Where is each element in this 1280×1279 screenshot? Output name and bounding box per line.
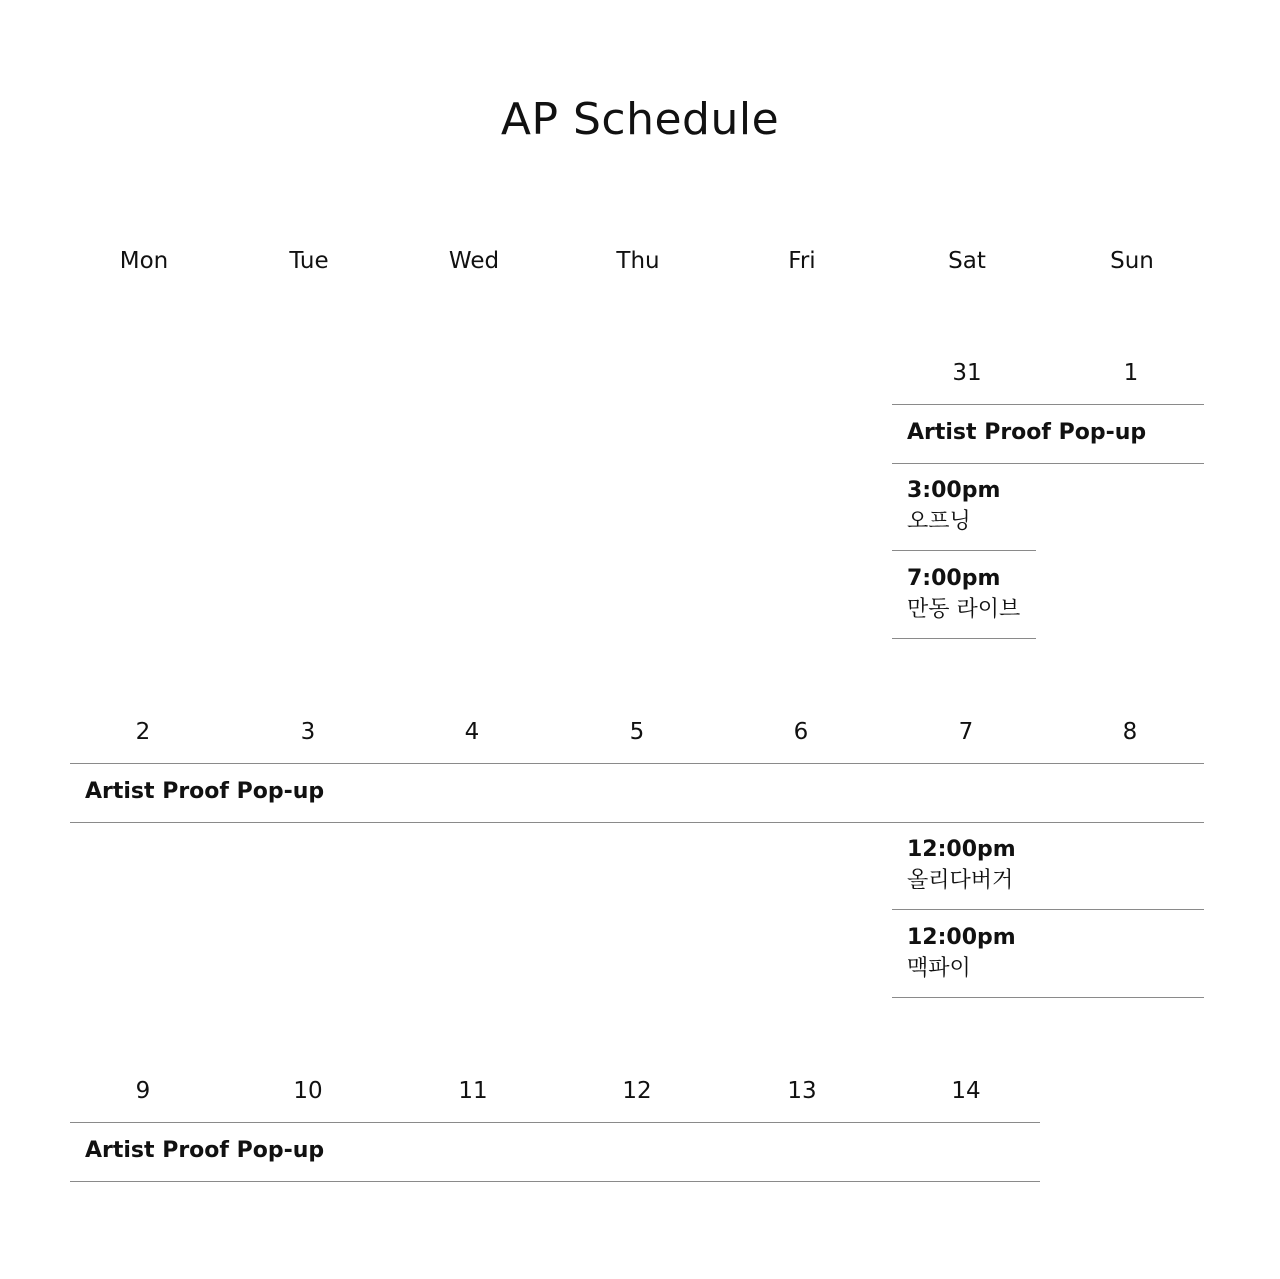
weekday-mon: Mon — [119, 248, 169, 274]
event-banner[interactable]: Artist Proof Pop-up — [85, 1138, 325, 1163]
date-cell[interactable]: 31 — [952, 360, 982, 386]
divider — [892, 638, 1036, 639]
date-cell[interactable]: 7 — [958, 719, 974, 745]
weekday-sun: Sun — [1110, 248, 1154, 274]
weekday-wed: Wed — [448, 248, 500, 274]
weekday-tue: Tue — [289, 248, 329, 274]
divider — [70, 763, 1204, 764]
date-cell[interactable]: 11 — [458, 1078, 488, 1104]
divider — [70, 822, 1204, 823]
divider — [892, 404, 1204, 405]
date-cell[interactable]: 5 — [629, 719, 645, 745]
event-time: 3:00pm — [907, 478, 1001, 503]
divider — [70, 1181, 1040, 1182]
date-cell[interactable]: 10 — [293, 1078, 323, 1104]
event-banner[interactable]: Artist Proof Pop-up — [907, 420, 1147, 445]
event-name: 올리다버거 — [907, 868, 1014, 893]
date-cell[interactable]: 13 — [787, 1078, 817, 1104]
date-cell[interactable]: 1 — [1123, 360, 1139, 386]
date-cell[interactable]: 3 — [300, 719, 316, 745]
event-name: 맥파이 — [907, 956, 971, 981]
date-cell[interactable]: 6 — [793, 719, 809, 745]
event-name: 오프닝 — [907, 509, 971, 534]
weekday-thu: Thu — [616, 248, 660, 274]
event-time: 7:00pm — [907, 566, 1001, 591]
divider — [70, 1122, 1040, 1123]
divider — [892, 997, 1204, 998]
divider — [892, 463, 1204, 464]
date-cell[interactable]: 2 — [135, 719, 151, 745]
event-time: 12:00pm — [907, 925, 1016, 950]
event-name: 만동 라이브 — [907, 597, 1021, 622]
page-title: AP Schedule — [500, 94, 780, 145]
divider — [892, 909, 1204, 910]
date-cell[interactable]: 9 — [135, 1078, 151, 1104]
weekday-sat: Sat — [948, 248, 986, 274]
date-cell[interactable]: 14 — [951, 1078, 981, 1104]
event-time: 12:00pm — [907, 837, 1016, 862]
divider — [892, 550, 1036, 551]
date-cell[interactable]: 4 — [464, 719, 480, 745]
event-banner[interactable]: Artist Proof Pop-up — [85, 779, 325, 804]
date-cell[interactable]: 8 — [1122, 719, 1138, 745]
date-cell[interactable]: 12 — [622, 1078, 652, 1104]
weekday-fri: Fri — [788, 248, 816, 274]
